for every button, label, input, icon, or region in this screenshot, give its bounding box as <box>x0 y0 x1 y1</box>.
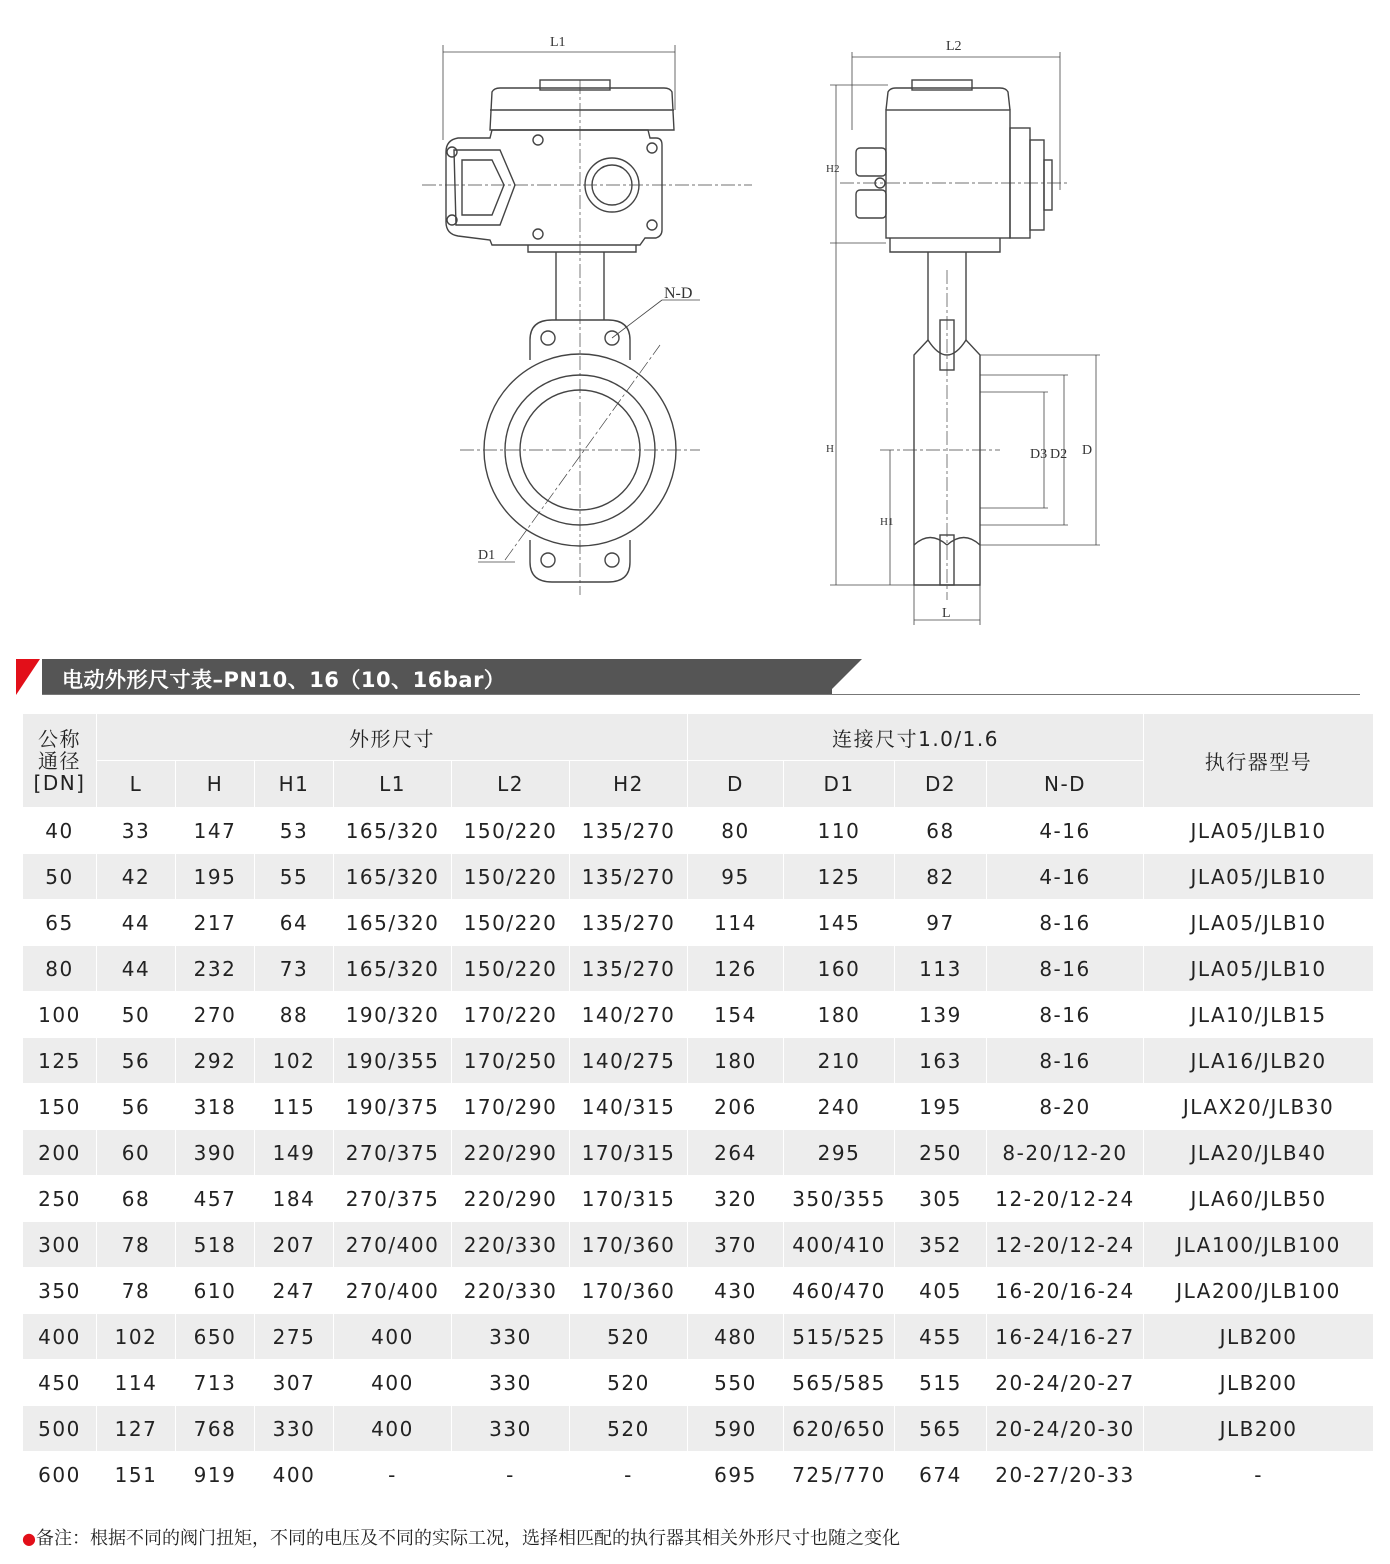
table-cell: 60 <box>97 1130 176 1176</box>
table-cell: 170/315 <box>570 1176 688 1222</box>
table-cell: 80 <box>23 946 97 992</box>
front-view <box>422 45 752 595</box>
table-cell: 480 <box>688 1314 784 1360</box>
table-cell: 232 <box>176 946 255 992</box>
header-underline <box>42 694 1360 695</box>
table-cell: 320 <box>688 1176 784 1222</box>
table-cell: JLB200 <box>1144 1406 1374 1452</box>
table-cell: 370 <box>688 1222 784 1268</box>
table-cell: 12-20/12-24 <box>987 1176 1144 1222</box>
footnote <box>22 1524 900 1550</box>
table-cell: 190/375 <box>334 1084 452 1130</box>
table-cell: 768 <box>176 1406 255 1452</box>
col-header-h2: H2 <box>570 761 688 808</box>
table-cell: 88 <box>255 992 334 1038</box>
table-cell: 400 <box>334 1360 452 1406</box>
table-cell: 170/290 <box>452 1084 570 1130</box>
technical-drawing <box>0 0 1390 640</box>
table-cell: JLA200/JLB100 <box>1144 1268 1374 1314</box>
table-cell: 170/250 <box>452 1038 570 1084</box>
table-cell: 515/525 <box>784 1314 895 1360</box>
table-cell: 270/375 <box>334 1130 452 1176</box>
table-cell: 53 <box>255 808 334 854</box>
col-header-h1: H1 <box>255 761 334 808</box>
table-cell: 270/400 <box>334 1222 452 1268</box>
label-h1: H1 <box>880 516 894 528</box>
table-cell: 520 <box>570 1314 688 1360</box>
table-row <box>23 900 1374 946</box>
table-cell: 350 <box>23 1268 97 1314</box>
table-cell: 919 <box>176 1452 255 1498</box>
outline-dimensions-header: 外形尺寸 <box>97 714 688 761</box>
table-cell: 455 <box>895 1314 987 1360</box>
table-cell: 110 <box>784 808 895 854</box>
section-header <box>16 659 1360 695</box>
table-cell: 8-16 <box>987 1038 1144 1084</box>
table-cell: - <box>452 1452 570 1498</box>
table-cell: 405 <box>895 1268 987 1314</box>
table-cell: 4-16 <box>987 854 1144 900</box>
table-cell: 140/275 <box>570 1038 688 1084</box>
table-row <box>23 1222 1374 1268</box>
table-cell: 713 <box>176 1360 255 1406</box>
table-cell: 150/220 <box>452 900 570 946</box>
table-cell: 275 <box>255 1314 334 1360</box>
table-cell: 44 <box>97 946 176 992</box>
table-cell: 300 <box>23 1222 97 1268</box>
table-cell: 73 <box>255 946 334 992</box>
table-cell: 725/770 <box>784 1452 895 1498</box>
table-cell: 318 <box>176 1084 255 1130</box>
table-row <box>23 1360 1374 1406</box>
label-l: L <box>942 606 951 621</box>
table-cell: 330 <box>452 1360 570 1406</box>
table-cell: 44 <box>97 900 176 946</box>
label-d3: D3 <box>1030 447 1048 462</box>
table-cell: 330 <box>452 1406 570 1452</box>
table-cell: 40 <box>23 808 97 854</box>
table-cell: 115 <box>255 1084 334 1130</box>
col-header-d: D <box>688 761 784 808</box>
table-cell: 240 <box>784 1084 895 1130</box>
table-cell: 150 <box>23 1084 97 1130</box>
table-cell: 126 <box>688 946 784 992</box>
table-cell: 113 <box>895 946 987 992</box>
footnote-bullet: ● <box>22 1529 36 1548</box>
table-cell: 450 <box>23 1360 97 1406</box>
table-cell: 220/290 <box>452 1130 570 1176</box>
table-body <box>23 808 1374 1498</box>
table-cell: 82 <box>895 854 987 900</box>
table-cell: 147 <box>176 808 255 854</box>
label-nd: N-D <box>664 285 693 302</box>
table-cell: 430 <box>688 1268 784 1314</box>
table-cell: 8-16 <box>987 900 1144 946</box>
table-cell: 125 <box>23 1038 97 1084</box>
table-cell: JLA16/JLB20 <box>1144 1038 1374 1084</box>
table-cell: 352 <box>895 1222 987 1268</box>
table-row <box>23 1268 1374 1314</box>
table-cell: 165/320 <box>334 808 452 854</box>
table-cell: 210 <box>784 1038 895 1084</box>
table-cell: 518 <box>176 1222 255 1268</box>
table-cell: 270/400 <box>334 1268 452 1314</box>
table-cell: - <box>1144 1452 1374 1498</box>
table-cell: 170/220 <box>452 992 570 1038</box>
table-cell: 50 <box>23 854 97 900</box>
table-cell: 460/470 <box>784 1268 895 1314</box>
table-cell: 305 <box>895 1176 987 1222</box>
table-cell: 139 <box>895 992 987 1038</box>
table-cell: 78 <box>97 1222 176 1268</box>
label-h2: H2 <box>826 163 840 175</box>
table-cell: 307 <box>255 1360 334 1406</box>
table-cell: 140/315 <box>570 1084 688 1130</box>
table-cell: JLA20/JLB40 <box>1144 1130 1374 1176</box>
table-cell: 550 <box>688 1360 784 1406</box>
table-cell: 400 <box>334 1314 452 1360</box>
table-cell: 295 <box>784 1130 895 1176</box>
table-cell: 520 <box>570 1406 688 1452</box>
col-header-l2: L2 <box>452 761 570 808</box>
dimension-table <box>22 713 1374 1498</box>
table-cell: 270/375 <box>334 1176 452 1222</box>
table-cell: 33 <box>97 808 176 854</box>
table-cell: 217 <box>176 900 255 946</box>
table-cell: 68 <box>895 808 987 854</box>
table-cell: - <box>570 1452 688 1498</box>
footnote-text: 备注：根据不同的阀门扭矩，不同的电压及不同的实际工况，选择相匹配的执行器其相关外形尺寸也随之变化 <box>35 1528 900 1549</box>
table-cell: 125 <box>784 854 895 900</box>
table-cell: 500 <box>23 1406 97 1452</box>
table-cell: 78 <box>97 1268 176 1314</box>
table-cell: 247 <box>255 1268 334 1314</box>
table-cell: 165/320 <box>334 946 452 992</box>
table-cell: 170/360 <box>570 1268 688 1314</box>
table-cell: 8-20/12-20 <box>987 1130 1144 1176</box>
table-cell: 55 <box>255 854 334 900</box>
table-row <box>23 992 1374 1038</box>
table-cell: 8-20 <box>987 1084 1144 1130</box>
table-cell: 135/270 <box>570 808 688 854</box>
table-cell: 95 <box>688 854 784 900</box>
table-cell: 207 <box>255 1222 334 1268</box>
table-cell: 565 <box>895 1406 987 1452</box>
header-bar-tail <box>826 659 862 695</box>
table-cell: 457 <box>176 1176 255 1222</box>
table-row <box>23 1130 1374 1176</box>
table-row <box>23 1084 1374 1130</box>
col-header-h: H <box>176 761 255 808</box>
table-cell: 149 <box>255 1130 334 1176</box>
red-accent-triangle <box>16 659 40 695</box>
table-cell: 80 <box>688 808 784 854</box>
table-cell: JLB200 <box>1144 1314 1374 1360</box>
table-cell: 150/220 <box>452 854 570 900</box>
table-cell: 170/315 <box>570 1130 688 1176</box>
table-cell: 50 <box>97 992 176 1038</box>
table-cell: 8-16 <box>987 946 1144 992</box>
table-row <box>23 808 1374 854</box>
dn-header-line3: [DN] <box>33 770 86 795</box>
table-cell: 400 <box>23 1314 97 1360</box>
table-cell: 154 <box>688 992 784 1038</box>
table-cell: 350/355 <box>784 1176 895 1222</box>
table-cell: 400 <box>334 1406 452 1452</box>
table-cell: - <box>334 1452 452 1498</box>
label-l2: L2 <box>946 39 962 54</box>
table-cell: 20-24/20-30 <box>987 1406 1144 1452</box>
side-view <box>830 52 1100 625</box>
actuator-model-header: 执行器型号 <box>1144 714 1374 808</box>
table-row <box>23 1038 1374 1084</box>
table-cell: 165/320 <box>334 900 452 946</box>
table-cell: 163 <box>895 1038 987 1084</box>
col-header-nd: N-D <box>987 761 1144 808</box>
table-row <box>23 1314 1374 1360</box>
table-cell: 97 <box>895 900 987 946</box>
table-cell: JLA60/JLB50 <box>1144 1176 1374 1222</box>
table-cell: 220/330 <box>452 1222 570 1268</box>
nominal-diameter-header <box>23 714 97 808</box>
label-d2: D2 <box>1050 447 1068 462</box>
table-cell: 695 <box>688 1452 784 1498</box>
table-cell: 220/330 <box>452 1268 570 1314</box>
table-cell: 400/410 <box>784 1222 895 1268</box>
table-cell: 170/360 <box>570 1222 688 1268</box>
table-cell: 200 <box>23 1130 97 1176</box>
connection-dimensions-header: 连接尺寸1.0/1.6 <box>688 714 1144 761</box>
table-cell: 264 <box>688 1130 784 1176</box>
table-cell: 16-20/16-24 <box>987 1268 1144 1314</box>
table-cell: JLB200 <box>1144 1360 1374 1406</box>
table-cell: 400 <box>255 1452 334 1498</box>
table-cell: 195 <box>895 1084 987 1130</box>
table-cell: 20-27/20-33 <box>987 1452 1144 1498</box>
table-cell: 330 <box>452 1314 570 1360</box>
table-cell: 12-20/12-24 <box>987 1222 1144 1268</box>
table-cell: 68 <box>97 1176 176 1222</box>
table-cell: 102 <box>255 1038 334 1084</box>
dn-header-line2: 通径 <box>38 748 81 773</box>
table-cell: 220/290 <box>452 1176 570 1222</box>
table-cell: 650 <box>176 1314 255 1360</box>
table-cell: 135/270 <box>570 946 688 992</box>
table-cell: 565/585 <box>784 1360 895 1406</box>
col-header-l: L <box>97 761 176 808</box>
label-h: H <box>826 443 834 455</box>
table-cell: 674 <box>895 1452 987 1498</box>
table-row <box>23 1406 1374 1452</box>
table-cell: 610 <box>176 1268 255 1314</box>
table-row <box>23 1176 1374 1222</box>
section-title: 电动外形尺寸表–PN10、16（10、16bar） <box>62 668 506 692</box>
table-cell: 42 <box>97 854 176 900</box>
table-cell: 292 <box>176 1038 255 1084</box>
table-cell: 206 <box>688 1084 784 1130</box>
table-cell: 190/320 <box>334 992 452 1038</box>
table-row <box>23 946 1374 992</box>
table-cell: 520 <box>570 1360 688 1406</box>
table-cell: 600 <box>23 1452 97 1498</box>
table-cell: 151 <box>97 1452 176 1498</box>
table-cell: 114 <box>688 900 784 946</box>
label-d: D <box>1082 443 1093 458</box>
label-d1: D1 <box>478 548 496 563</box>
table-cell: 145 <box>784 900 895 946</box>
table-cell: 102 <box>97 1314 176 1360</box>
table-cell: JLA05/JLB10 <box>1144 900 1374 946</box>
table-cell: 270 <box>176 992 255 1038</box>
table-cell: JLA05/JLB10 <box>1144 808 1374 854</box>
table-cell: 114 <box>97 1360 176 1406</box>
table-cell: 250 <box>23 1176 97 1222</box>
table-cell: 150/220 <box>452 946 570 992</box>
table-cell: 184 <box>255 1176 334 1222</box>
table-cell: 620/650 <box>784 1406 895 1452</box>
table-cell: 250 <box>895 1130 987 1176</box>
table-cell: 56 <box>97 1038 176 1084</box>
table-cell: 56 <box>97 1084 176 1130</box>
table-cell: 4-16 <box>987 808 1144 854</box>
table-cell: JLA05/JLB10 <box>1144 854 1374 900</box>
table-cell: JLA05/JLB10 <box>1144 946 1374 992</box>
table-cell: 20-24/20-27 <box>987 1360 1144 1406</box>
table-cell: 330 <box>255 1406 334 1452</box>
table-cell: JLA10/JLB15 <box>1144 992 1374 1038</box>
table-cell: 65 <box>23 900 97 946</box>
label-l1: L1 <box>550 35 566 50</box>
table-cell: JLA100/JLB100 <box>1144 1222 1374 1268</box>
col-header-d2: D2 <box>895 761 987 808</box>
table-cell: 16-24/16-27 <box>987 1314 1144 1360</box>
table-cell: 135/270 <box>570 854 688 900</box>
col-header-l1: L1 <box>334 761 452 808</box>
table-cell: 165/320 <box>334 854 452 900</box>
table-cell: 127 <box>97 1406 176 1452</box>
table-cell: 515 <box>895 1360 987 1406</box>
table-cell: 150/220 <box>452 808 570 854</box>
table-cell: 8-16 <box>987 992 1144 1038</box>
table-cell: 100 <box>23 992 97 1038</box>
table-row <box>23 854 1374 900</box>
table-row <box>23 1452 1374 1498</box>
col-header-d1: D1 <box>784 761 895 808</box>
table-cell: 64 <box>255 900 334 946</box>
table-cell: 135/270 <box>570 900 688 946</box>
table-cell: 190/355 <box>334 1038 452 1084</box>
table-cell: 140/270 <box>570 992 688 1038</box>
valve-drawing-svg <box>0 0 1390 640</box>
table-cell: 195 <box>176 854 255 900</box>
table-cell: 590 <box>688 1406 784 1452</box>
table-cell: 180 <box>688 1038 784 1084</box>
table-cell: 160 <box>784 946 895 992</box>
table-cell: 390 <box>176 1130 255 1176</box>
table-cell: 180 <box>784 992 895 1038</box>
dn-header-line1: 公称 <box>38 726 81 751</box>
table-cell: JLAX20/JLB30 <box>1144 1084 1374 1130</box>
